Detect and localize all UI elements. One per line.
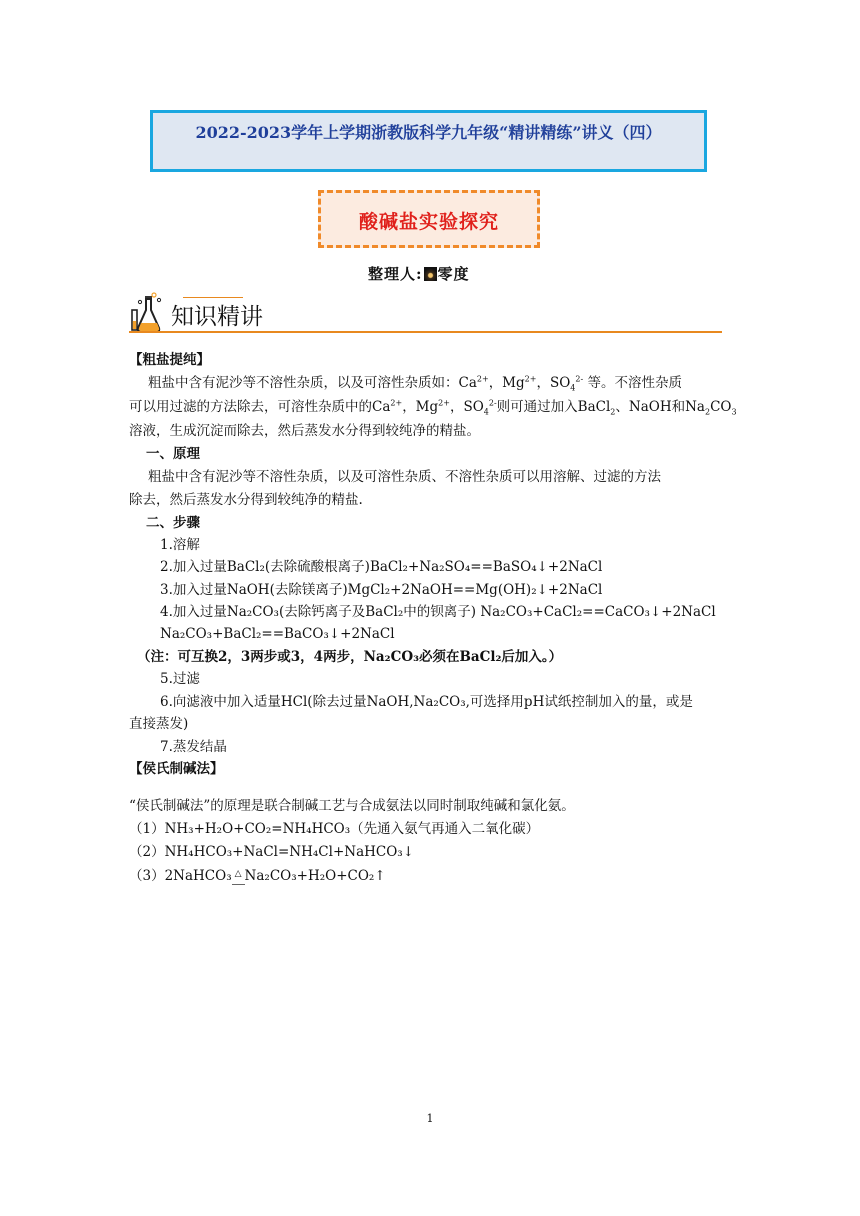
principle-heading: 一、原理 [146,446,200,462]
note: （注：可互换2，3两步或3，4两步，Na₂CO₃必须在BaCl₂后加入。） [137,649,563,665]
step-6: 6.向滤液中加入适量HCl(除去过量NaOH,Na₂CO₃,可选择用pH试纸控制加入的量，或是 [160,694,693,710]
page-subtitle: 酸碱盐实验探究 [358,211,499,233]
hou-description: “侯氏制碱法”的原理是联合制碱工艺与合成氨法以同时制取纯碱和氯化氨。 [129,798,575,814]
step-4-continued: Na₂CO₃+BaCl₂==BaCO₃↓+2NaCl [160,626,395,642]
principle-line-1: 粗盐中含有泥沙等不溶性杂质，以及可溶性杂质、不溶性杂质可以用溶解、过滤的方法 [148,469,661,485]
section-rule [129,331,722,333]
principle-line-2: 除去，然后蒸发水分得到较纯净的精盐. [129,492,363,508]
steps-heading: 二、步骤 [146,515,200,531]
author-name: 零度 [437,265,470,283]
heat-symbol: △ [232,864,245,885]
page-number: 1 [426,1112,434,1125]
step-4: 4.加入过量Na₂CO₃(去除钙离子及BaCl₂中的钡离子) Na₂CO₃+CaCl₂==CaCO₃↓+2NaCl [160,604,716,620]
step-6-continued: 直接蒸发) [129,716,189,732]
step-7: 7.蒸发结晶 [160,739,227,755]
intro-line-2: 可以用过滤的方法除去，可溶性杂质中的$Ca^{2+}$，$Mg^{2+}$，$SO_4^{2-}$则可通过加入BaCl$_2$、NaOH和$Na_2CO_3$ [129,398,737,417]
author-line [368,263,470,284]
section-heading: 知识精讲 [171,304,263,330]
hou-equation-1: （1）NH₃+H₂O+CO₂=NH₄HCO₃（先通入氨气再通入二氧化碳） [129,821,540,837]
hou-heading: 【侯氏制碱法】 [129,761,224,777]
crude-salt-heading: 【粗盐提纯】 [129,352,210,368]
author-label: 整理人: [368,265,423,283]
page-title: 2022-2023学年上学期浙教版科学九年级“精讲精练”讲义（四） [195,123,662,142]
hou-equation-2: （2）NH₄HCO₃+NaCl=NH₄Cl+NaHCO₃↓ [129,844,415,860]
step-5: 5.过滤 [160,671,200,687]
intro-line-3: 溶液，生成沉淀而除去，然后蒸发水分得到较纯净的精盐。 [129,423,480,439]
flask-icon [129,290,165,334]
step-1: 1.溶解 [160,537,200,553]
step-3: 3.加入过量NaOH(去除镁离子)MgCl₂+2NaOH==Mg(OH)₂↓+2NaCl [160,582,603,598]
author-photo-icon [424,267,437,281]
hou-equation-3: （3）2NaHCO₃ △ Na₂CO₃+H₂O+CO₂↑ [129,864,386,886]
intro-line-1: 粗盐中含有泥沙等不溶性杂质，以及可溶性杂质如：$Ca^{2+}$，$Mg^{2+}$，$SO_4^{2-}$ 等。不溶性杂质 [148,374,682,393]
step-2: 2.加入过量BaCl₂(去除硫酸根离子)BaCl₂+Na₂SO₄==BaSO₄↓+2NaCl [160,559,603,575]
